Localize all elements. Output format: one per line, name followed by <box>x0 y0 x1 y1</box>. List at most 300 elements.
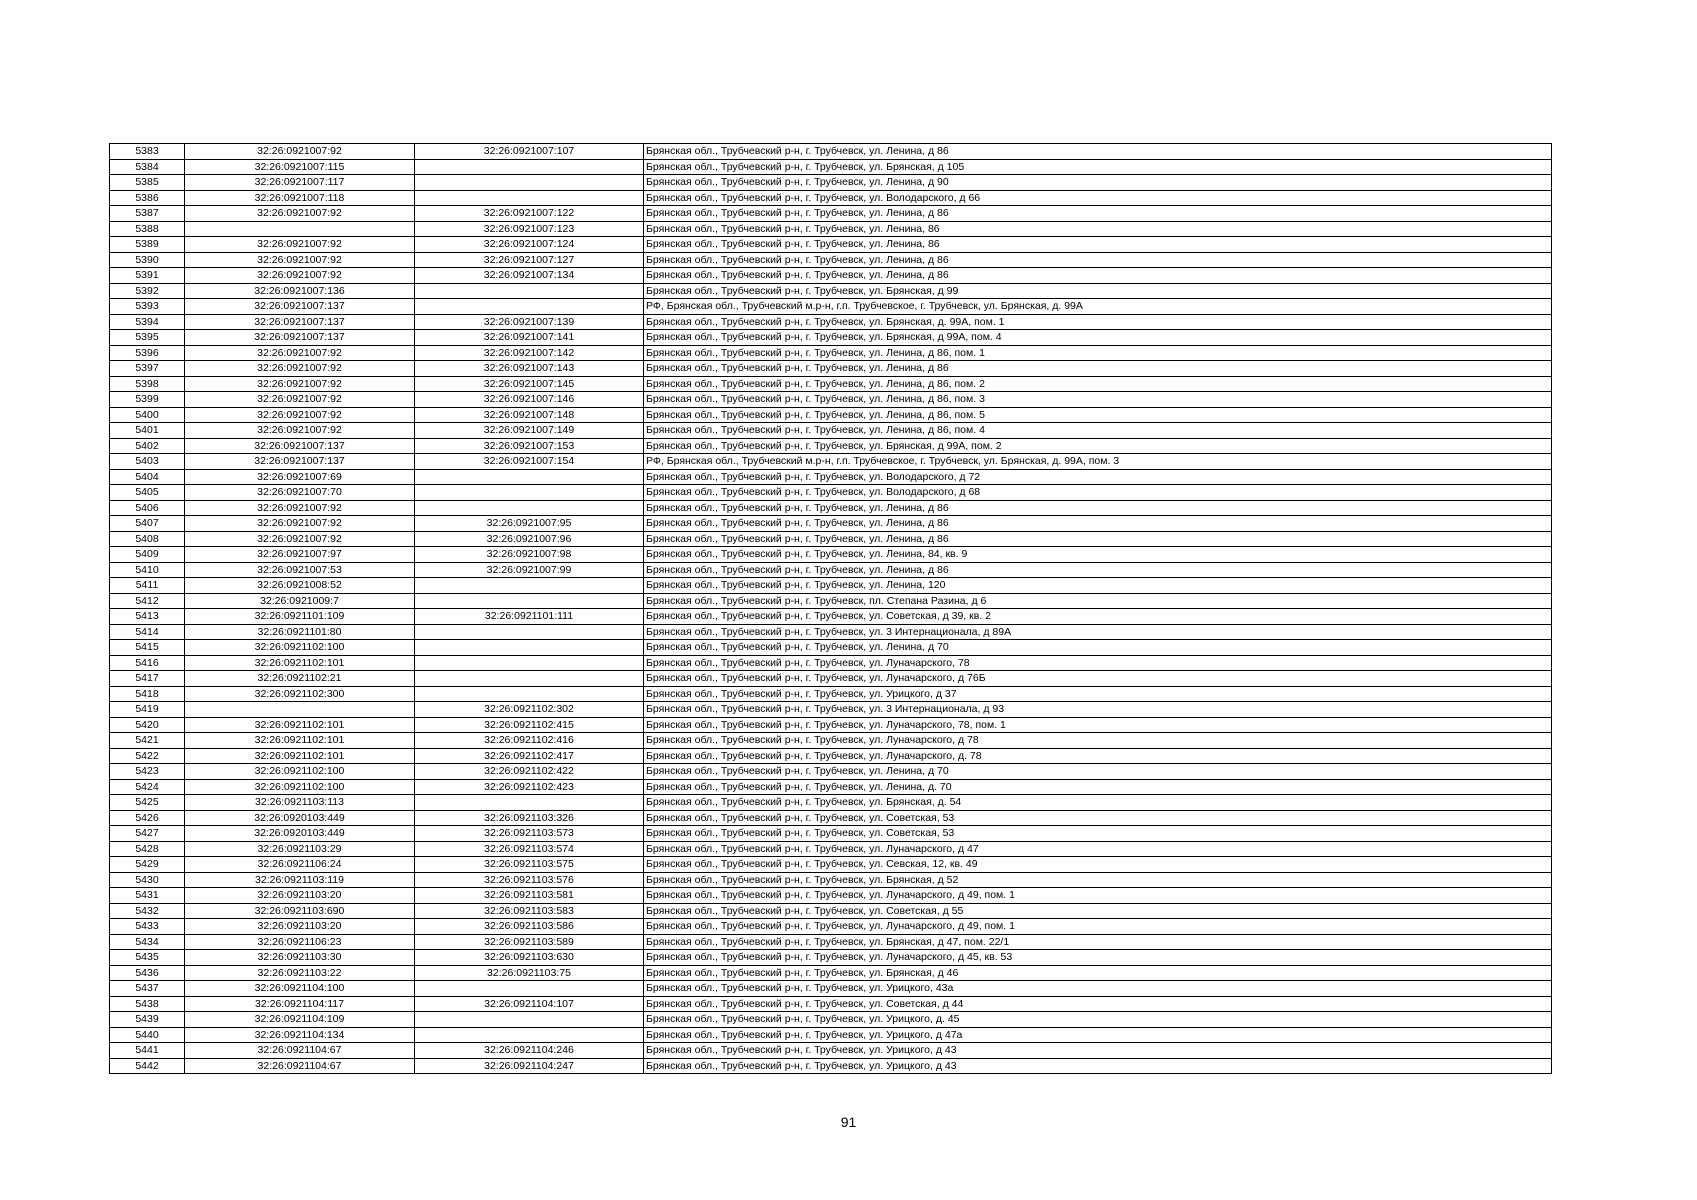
object-number-cell: 32:26:0921007:127 <box>415 252 644 268</box>
address-cell: Брянская обл., Трубчевский р-н, г. Трубчевск, ул. Ленина, д 86 <box>644 268 1552 284</box>
address-cell: Брянская обл., Трубчевский р-н, г. Трубчевск, ул. Советская, д 44 <box>644 996 1552 1012</box>
object-number-cell: 32:26:0921103:583 <box>415 903 644 919</box>
parcel-number-cell: 32:26:0921007:92 <box>185 361 415 377</box>
row-number-cell: 5396 <box>110 345 185 361</box>
address-cell: Брянская обл., Трубчевский р-н, г. Трубчевск, ул. Урицкого, 43а <box>644 981 1552 997</box>
address-cell: Брянская обл., Трубчевский р-н, г. Трубчевск, ул. 3 Интернационала, д 89А <box>644 624 1552 640</box>
table-row <box>110 950 1552 966</box>
parcel-number-cell: 32:26:0921007:92 <box>185 516 415 532</box>
parcel-number-cell <box>185 221 415 237</box>
row-number-cell: 5437 <box>110 981 185 997</box>
table-row <box>110 686 1552 702</box>
table-row <box>110 283 1552 299</box>
parcel-number-cell: 32:26:0921101:109 <box>185 609 415 625</box>
row-number-cell: 5419 <box>110 702 185 718</box>
parcel-number-cell: 32:26:0921103:113 <box>185 795 415 811</box>
object-number-cell: 32:26:0921007:107 <box>415 144 644 160</box>
parcel-number-cell: 32:26:0921007:69 <box>185 469 415 485</box>
parcel-number-cell: 32:26:0921104:109 <box>185 1012 415 1028</box>
address-cell: Брянская обл., Трубчевский р-н, г. Трубчевск, пл. Степана Разина, д 6 <box>644 593 1552 609</box>
object-number-cell <box>415 299 644 315</box>
table-row <box>110 423 1552 439</box>
table-row <box>110 469 1552 485</box>
parcel-number-cell: 32:26:0921009:7 <box>185 593 415 609</box>
parcel-number-cell: 32:26:0921102:101 <box>185 717 415 733</box>
row-number-cell: 5407 <box>110 516 185 532</box>
table-row <box>110 903 1552 919</box>
object-number-cell: 32:26:0921103:574 <box>415 841 644 857</box>
address-cell: Брянская обл., Трубчевский р-н, г. Трубчевск, ул. Брянская, д 52 <box>644 872 1552 888</box>
object-number-cell: 32:26:0921007:153 <box>415 438 644 454</box>
address-cell: Брянская обл., Трубчевский р-н, г. Трубчевск, ул. Луначарского, 78, пом. 1 <box>644 717 1552 733</box>
object-number-cell: 32:26:0921007:123 <box>415 221 644 237</box>
table-row <box>110 516 1552 532</box>
table-row <box>110 206 1552 222</box>
object-number-cell: 32:26:0921007:95 <box>415 516 644 532</box>
parcel-number-cell: 32:26:0921007:137 <box>185 454 415 470</box>
row-number-cell: 5426 <box>110 810 185 826</box>
parcel-number-cell: 32:26:0921007:137 <box>185 438 415 454</box>
table-row <box>110 593 1552 609</box>
address-cell: Брянская обл., Трубчевский р-н, г. Трубчевск, ул. Советская, д 39, кв. 2 <box>644 609 1552 625</box>
parcel-number-cell: 32:26:0921106:23 <box>185 934 415 950</box>
object-number-cell <box>415 175 644 191</box>
address-cell: Брянская обл., Трубчевский р-н, г. Трубчевск, ул. Брянская, д 46 <box>644 965 1552 981</box>
parcel-number-cell: 32:26:0921102:101 <box>185 655 415 671</box>
row-number-cell: 5420 <box>110 717 185 733</box>
table-row <box>110 407 1552 423</box>
address-cell: Брянская обл., Трубчевский р-н, г. Трубчевск, ул. Володарского, д 72 <box>644 469 1552 485</box>
address-cell: Брянская обл., Трубчевский р-н, г. Трубчевск, ул. Ленина, д 86, пом. 2 <box>644 376 1552 392</box>
table-row <box>110 1043 1552 1059</box>
address-cell: Брянская обл., Трубчевский р-н, г. Трубчевск, ул. Луначарского, д 76Б <box>644 671 1552 687</box>
object-number-cell <box>415 159 644 175</box>
parcel-number-cell: 32:26:0921103:30 <box>185 950 415 966</box>
parcel-number-cell: 32:26:0921103:20 <box>185 888 415 904</box>
table-row <box>110 454 1552 470</box>
address-cell: Брянская обл., Трубчевский р-н, г. Трубчевск, ул. Ленина, д 90 <box>644 175 1552 191</box>
object-number-cell: 32:26:0921104:247 <box>415 1058 644 1074</box>
row-number-cell: 5430 <box>110 872 185 888</box>
row-number-cell: 5408 <box>110 531 185 547</box>
parcel-number-cell: 32:26:0921007:118 <box>185 190 415 206</box>
object-number-cell: 32:26:0921104:246 <box>415 1043 644 1059</box>
object-number-cell <box>415 469 644 485</box>
row-number-cell: 5428 <box>110 841 185 857</box>
row-number-cell: 5391 <box>110 268 185 284</box>
row-number-cell: 5398 <box>110 376 185 392</box>
cadastral-table <box>109 143 1552 1074</box>
object-number-cell: 32:26:0921007:142 <box>415 345 644 361</box>
object-number-cell: 32:26:0921103:326 <box>415 810 644 826</box>
row-number-cell: 5387 <box>110 206 185 222</box>
table-row <box>110 810 1552 826</box>
table-row <box>110 547 1552 563</box>
row-number-cell: 5414 <box>110 624 185 640</box>
row-number-cell: 5421 <box>110 733 185 749</box>
address-cell: РФ, Брянская обл., Трубчевский м.р-н, г.п. Трубчевское, г. Трубчевск, ул. Брянская, д. 99А, пом. 3 <box>644 454 1552 470</box>
row-number-cell: 5401 <box>110 423 185 439</box>
address-cell: Брянская обл., Трубчевский р-н, г. Трубчевск, ул. Луначарского, д. 78 <box>644 748 1552 764</box>
object-number-cell: 32:26:0921007:99 <box>415 562 644 578</box>
row-number-cell: 5397 <box>110 361 185 377</box>
table-row <box>110 655 1552 671</box>
table-row <box>110 919 1552 935</box>
row-number-cell: 5410 <box>110 562 185 578</box>
table-row <box>110 996 1552 1012</box>
parcel-number-cell: 32:26:0921007:92 <box>185 237 415 253</box>
object-number-cell: 32:26:0921104:107 <box>415 996 644 1012</box>
object-number-cell <box>415 655 644 671</box>
address-cell: Брянская обл., Трубчевский р-н, г. Трубчевск, ул. Брянская, д 99А, пом. 4 <box>644 330 1552 346</box>
table-row <box>110 1012 1552 1028</box>
table-row <box>110 392 1552 408</box>
object-number-cell <box>415 795 644 811</box>
row-number-cell: 5438 <box>110 996 185 1012</box>
address-cell: Брянская обл., Трубчевский р-н, г. Трубчевск, ул. Луначарского, д 49, пом. 1 <box>644 888 1552 904</box>
parcel-number-cell: 32:26:0921102:100 <box>185 640 415 656</box>
row-number-cell: 5399 <box>110 392 185 408</box>
parcel-number-cell: 32:26:0921104:67 <box>185 1043 415 1059</box>
address-cell: Брянская обл., Трубчевский р-н, г. Трубчевск, ул. Брянская, д. 54 <box>644 795 1552 811</box>
row-number-cell: 5384 <box>110 159 185 175</box>
address-cell: Брянская обл., Трубчевский р-н, г. Трубчевск, ул. Урицкого, д 47а <box>644 1027 1552 1043</box>
address-cell: Брянская обл., Трубчевский р-н, г. Трубчевск, ул. 3 Интернационала, д 93 <box>644 702 1552 718</box>
object-number-cell: 32:26:0921102:422 <box>415 764 644 780</box>
parcel-number-cell: 32:26:0921104:134 <box>185 1027 415 1043</box>
address-cell: Брянская обл., Трубчевский р-н, г. Трубчевск, ул. Луначарского, д 78 <box>644 733 1552 749</box>
object-number-cell: 32:26:0921007:124 <box>415 237 644 253</box>
parcel-number-cell: 32:26:0921104:100 <box>185 981 415 997</box>
row-number-cell: 5436 <box>110 965 185 981</box>
table-row <box>110 795 1552 811</box>
row-number-cell: 5416 <box>110 655 185 671</box>
table-row <box>110 981 1552 997</box>
row-number-cell: 5406 <box>110 500 185 516</box>
parcel-number-cell: 32:26:0921101:80 <box>185 624 415 640</box>
address-cell: Брянская обл., Трубчевский р-н, г. Трубчевск, ул. Ленина, д 86, пом. 4 <box>644 423 1552 439</box>
row-number-cell: 5413 <box>110 609 185 625</box>
table-row <box>110 779 1552 795</box>
table-row <box>110 872 1552 888</box>
object-number-cell <box>415 190 644 206</box>
parcel-number-cell: 32:26:0921102:21 <box>185 671 415 687</box>
object-number-cell <box>415 624 644 640</box>
row-number-cell: 5432 <box>110 903 185 919</box>
row-number-cell: 5412 <box>110 593 185 609</box>
object-number-cell: 32:26:0921007:134 <box>415 268 644 284</box>
address-cell: Брянская обл., Трубчевский р-н, г. Трубчевск, ул. Ленина, д 86 <box>644 144 1552 160</box>
table-row <box>110 888 1552 904</box>
object-number-cell: 32:26:0921007:149 <box>415 423 644 439</box>
object-number-cell: 32:26:0921103:586 <box>415 919 644 935</box>
parcel-number-cell: 32:26:0921007:117 <box>185 175 415 191</box>
parcel-number-cell: 32:26:0921008:52 <box>185 578 415 594</box>
address-cell: Брянская обл., Трубчевский р-н, г. Трубчевск, ул. Ленина, д 70 <box>644 764 1552 780</box>
object-number-cell: 32:26:0921007:139 <box>415 314 644 330</box>
object-number-cell: 32:26:0921102:417 <box>415 748 644 764</box>
row-number-cell: 5405 <box>110 485 185 501</box>
parcel-number-cell: 32:26:0921007:92 <box>185 252 415 268</box>
row-number-cell: 5440 <box>110 1027 185 1043</box>
row-number-cell: 5427 <box>110 826 185 842</box>
parcel-number-cell: 32:26:0921007:97 <box>185 547 415 563</box>
table-row <box>110 702 1552 718</box>
parcel-number-cell: 32:26:0921007:137 <box>185 330 415 346</box>
object-number-cell: 32:26:0921007:154 <box>415 454 644 470</box>
address-cell: Брянская обл., Трубчевский р-н, г. Трубчевск, ул. Ленина, д 86, пом. 3 <box>644 392 1552 408</box>
object-number-cell: 32:26:0921103:589 <box>415 934 644 950</box>
address-cell: Брянская обл., Трубчевский р-н, г. Трубчевск, ул. Луначарского, д 47 <box>644 841 1552 857</box>
table-row <box>110 314 1552 330</box>
object-number-cell: 32:26:0921007:122 <box>415 206 644 222</box>
object-number-cell: 32:26:0921103:581 <box>415 888 644 904</box>
row-number-cell: 5388 <box>110 221 185 237</box>
row-number-cell: 5441 <box>110 1043 185 1059</box>
object-number-cell: 32:26:0921007:98 <box>415 547 644 563</box>
parcel-number-cell: 32:26:0921007:92 <box>185 500 415 516</box>
address-cell: Брянская обл., Трубчевский р-н, г. Трубчевск, ул. Луначарского, 78 <box>644 655 1552 671</box>
address-cell: Брянская обл., Трубчевский р-н, г. Трубчевск, ул. Ленина, д 86 <box>644 206 1552 222</box>
address-cell: Брянская обл., Трубчевский р-н, г. Трубчевск, ул. Брянская, д 47, пом. 22/1 <box>644 934 1552 950</box>
object-number-cell: 32:26:0921007:145 <box>415 376 644 392</box>
table-row <box>110 1058 1552 1074</box>
table-row <box>110 330 1552 346</box>
address-cell: Брянская обл., Трубчевский р-н, г. Трубчевск, ул. Луначарского, д 49, пом. 1 <box>644 919 1552 935</box>
table-row <box>110 175 1552 191</box>
row-number-cell: 5383 <box>110 144 185 160</box>
row-number-cell: 5385 <box>110 175 185 191</box>
row-number-cell: 5423 <box>110 764 185 780</box>
address-cell: Брянская обл., Трубчевский р-н, г. Трубчевск, ул. Брянская, д 99А, пом. 2 <box>644 438 1552 454</box>
address-cell: Брянская обл., Трубчевский р-н, г. Трубчевск, ул. Урицкого, д 43 <box>644 1043 1552 1059</box>
object-number-cell: 32:26:0921103:576 <box>415 872 644 888</box>
row-number-cell: 5425 <box>110 795 185 811</box>
table-row <box>110 578 1552 594</box>
table-row <box>110 857 1552 873</box>
address-cell: Брянская обл., Трубчевский р-н, г. Трубчевск, ул. Ленина, 120 <box>644 578 1552 594</box>
row-number-cell: 5442 <box>110 1058 185 1074</box>
table-row <box>110 934 1552 950</box>
object-number-cell <box>415 578 644 594</box>
row-number-cell: 5417 <box>110 671 185 687</box>
address-cell: Брянская обл., Трубчевский р-н, г. Трубчевск, ул. Брянская, д 105 <box>644 159 1552 175</box>
table-row <box>110 221 1552 237</box>
table-row <box>110 438 1552 454</box>
object-number-cell <box>415 640 644 656</box>
object-number-cell <box>415 686 644 702</box>
row-number-cell: 5403 <box>110 454 185 470</box>
row-number-cell: 5422 <box>110 748 185 764</box>
object-number-cell <box>415 593 644 609</box>
table-row <box>110 826 1552 842</box>
parcel-number-cell: 32:26:0921007:92 <box>185 376 415 392</box>
row-number-cell: 5439 <box>110 1012 185 1028</box>
parcel-number-cell: 32:26:0921007:136 <box>185 283 415 299</box>
object-number-cell: 32:26:0921007:96 <box>415 531 644 547</box>
parcel-number-cell: 32:26:0920103:449 <box>185 826 415 842</box>
row-number-cell: 5386 <box>110 190 185 206</box>
address-cell: Брянская обл., Трубчевский р-н, г. Трубчевск, ул. Урицкого, д 37 <box>644 686 1552 702</box>
parcel-number-cell: 32:26:0921007:137 <box>185 314 415 330</box>
parcel-number-cell: 32:26:0921102:100 <box>185 779 415 795</box>
table-row <box>110 609 1552 625</box>
parcel-number-cell <box>185 702 415 718</box>
object-number-cell: 32:26:0921101:111 <box>415 609 644 625</box>
parcel-number-cell: 32:26:0921007:53 <box>185 562 415 578</box>
row-number-cell: 5415 <box>110 640 185 656</box>
table-row <box>110 144 1552 160</box>
address-cell: Брянская обл., Трубчевский р-н, г. Трубчевск, ул. Ленина, д 86, пом. 5 <box>644 407 1552 423</box>
address-cell: Брянская обл., Трубчевский р-н, г. Трубчевск, ул. Ленина, д 86 <box>644 531 1552 547</box>
table-row <box>110 500 1552 516</box>
object-number-cell <box>415 485 644 501</box>
address-cell: Брянская обл., Трубчевский р-н, г. Трубчевск, ул. Урицкого, д. 45 <box>644 1012 1552 1028</box>
row-number-cell: 5389 <box>110 237 185 253</box>
parcel-number-cell: 32:26:0921007:92 <box>185 423 415 439</box>
object-number-cell: 32:26:0921102:423 <box>415 779 644 795</box>
address-cell: Брянская обл., Трубчевский р-н, г. Трубчевск, ул. Советская, 53 <box>644 810 1552 826</box>
parcel-number-cell: 32:26:0921104:67 <box>185 1058 415 1074</box>
row-number-cell: 5393 <box>110 299 185 315</box>
row-number-cell: 5400 <box>110 407 185 423</box>
address-cell: Брянская обл., Трубчевский р-н, г. Трубчевск, ул. Ленина, д 86 <box>644 361 1552 377</box>
parcel-number-cell: 32:26:0920103:449 <box>185 810 415 826</box>
parcel-number-cell: 32:26:0921007:70 <box>185 485 415 501</box>
table-row <box>110 361 1552 377</box>
row-number-cell: 5404 <box>110 469 185 485</box>
address-cell: Брянская обл., Трубчевский р-н, г. Трубчевск, ул. Севская, 12, кв. 49 <box>644 857 1552 873</box>
row-number-cell: 5431 <box>110 888 185 904</box>
table-row <box>110 345 1552 361</box>
page-number: 91 <box>840 1114 857 1130</box>
address-cell: Брянская обл., Трубчевский р-н, г. Трубчевск, ул. Володарского, д 66 <box>644 190 1552 206</box>
address-cell: Брянская обл., Трубчевский р-н, г. Трубчевск, ул. Ленина, д 86 <box>644 516 1552 532</box>
row-number-cell: 5390 <box>110 252 185 268</box>
parcel-number-cell: 32:26:0921103:119 <box>185 872 415 888</box>
object-number-cell <box>415 1027 644 1043</box>
table-row <box>110 640 1552 656</box>
parcel-number-cell: 32:26:0921103:690 <box>185 903 415 919</box>
table-row <box>110 299 1552 315</box>
address-cell: Брянская обл., Трубчевский р-н, г. Трубчевск, ул. Ленина, 86 <box>644 237 1552 253</box>
object-number-cell <box>415 981 644 997</box>
parcel-number-cell: 32:26:0921007:92 <box>185 268 415 284</box>
address-cell: Брянская обл., Трубчевский р-н, г. Трубчевск, ул. Советская, 53 <box>644 826 1552 842</box>
object-number-cell: 32:26:0921103:75 <box>415 965 644 981</box>
row-number-cell: 5411 <box>110 578 185 594</box>
table-row <box>110 764 1552 780</box>
object-number-cell: 32:26:0921007:148 <box>415 407 644 423</box>
table-row <box>110 159 1552 175</box>
parcel-number-cell: 32:26:0921007:137 <box>185 299 415 315</box>
address-cell: РФ, Брянская обл., Трубчевский м.р-н, г.п. Трубчевское, г. Трубчевск, ул. Брянская, д. 99А <box>644 299 1552 315</box>
parcel-number-cell: 32:26:0921007:92 <box>185 392 415 408</box>
table-row <box>110 252 1552 268</box>
address-cell: Брянская обл., Трубчевский р-н, г. Трубчевск, ул. Брянская, д. 99А, пом. 1 <box>644 314 1552 330</box>
address-cell: Брянская обл., Трубчевский р-н, г. Трубчевск, ул. Советская, д 55 <box>644 903 1552 919</box>
object-number-cell: 32:26:0921103:630 <box>415 950 644 966</box>
row-number-cell: 5429 <box>110 857 185 873</box>
address-cell: Брянская обл., Трубчевский р-н, г. Трубчевск, ул. Ленина, д 86, пом. 1 <box>644 345 1552 361</box>
row-number-cell: 5392 <box>110 283 185 299</box>
table-row <box>110 268 1552 284</box>
address-cell: Брянская обл., Трубчевский р-н, г. Трубчевск, ул. Ленина, д 86 <box>644 252 1552 268</box>
row-number-cell: 5433 <box>110 919 185 935</box>
table-body <box>110 144 1552 1074</box>
parcel-number-cell: 32:26:0921007:92 <box>185 206 415 222</box>
table-row <box>110 717 1552 733</box>
parcel-number-cell: 32:26:0921106:24 <box>185 857 415 873</box>
parcel-number-cell: 32:26:0921007:92 <box>185 407 415 423</box>
row-number-cell: 5424 <box>110 779 185 795</box>
parcel-number-cell: 32:26:0921102:101 <box>185 748 415 764</box>
object-number-cell <box>415 283 644 299</box>
table-row <box>110 237 1552 253</box>
table-row <box>110 733 1552 749</box>
table-row <box>110 562 1552 578</box>
row-number-cell: 5435 <box>110 950 185 966</box>
object-number-cell: 32:26:0921102:302 <box>415 702 644 718</box>
parcel-number-cell: 32:26:0921007:92 <box>185 345 415 361</box>
address-cell: Брянская обл., Трубчевский р-н, г. Трубчевск, ул. Ленина, д. 70 <box>644 779 1552 795</box>
object-number-cell: 32:26:0921007:143 <box>415 361 644 377</box>
table-row <box>110 485 1552 501</box>
row-number-cell: 5395 <box>110 330 185 346</box>
address-cell: Брянская обл., Трубчевский р-н, г. Трубчевск, ул. Луначарского, д 45, кв. 53 <box>644 950 1552 966</box>
table-row <box>110 624 1552 640</box>
parcel-number-cell: 32:26:0921103:20 <box>185 919 415 935</box>
object-number-cell <box>415 1012 644 1028</box>
object-number-cell: 32:26:0921007:146 <box>415 392 644 408</box>
table-row <box>110 531 1552 547</box>
parcel-number-cell: 32:26:0921102:101 <box>185 733 415 749</box>
parcel-number-cell: 32:26:0921103:29 <box>185 841 415 857</box>
object-number-cell: 32:26:0921102:415 <box>415 717 644 733</box>
address-cell: Брянская обл., Трубчевский р-н, г. Трубчевск, ул. Ленина, д 70 <box>644 640 1552 656</box>
table-row <box>110 190 1552 206</box>
table-row <box>110 841 1552 857</box>
address-cell: Брянская обл., Трубчевский р-н, г. Трубчевск, ул. Ленина, д 86 <box>644 500 1552 516</box>
address-cell: Брянская обл., Трубчевский р-н, г. Трубчевск, ул. Урицкого, д 43 <box>644 1058 1552 1074</box>
address-cell: Брянская обл., Трубчевский р-н, г. Трубчевск, ул. Володарского, д 68 <box>644 485 1552 501</box>
row-number-cell: 5409 <box>110 547 185 563</box>
object-number-cell: 32:26:0921103:575 <box>415 857 644 873</box>
row-number-cell: 5418 <box>110 686 185 702</box>
parcel-number-cell: 32:26:0921103:22 <box>185 965 415 981</box>
address-cell: Брянская обл., Трубчевский р-н, г. Трубчевск, ул. Ленина, д 86 <box>644 562 1552 578</box>
row-number-cell: 5434 <box>110 934 185 950</box>
parcel-number-cell: 32:26:0921007:92 <box>185 144 415 160</box>
parcel-number-cell: 32:26:0921104:117 <box>185 996 415 1012</box>
address-cell: Брянская обл., Трубчевский р-н, г. Трубчевск, ул. Брянская, д 99 <box>644 283 1552 299</box>
table-row <box>110 965 1552 981</box>
table-row <box>110 376 1552 392</box>
row-number-cell: 5394 <box>110 314 185 330</box>
address-cell: Брянская обл., Трубчевский р-н, г. Трубчевск, ул. Ленина, 84, кв. 9 <box>644 547 1552 563</box>
table-row <box>110 748 1552 764</box>
parcel-number-cell: 32:26:0921102:300 <box>185 686 415 702</box>
parcel-number-cell: 32:26:0921007:92 <box>185 531 415 547</box>
parcel-number-cell: 32:26:0921102:100 <box>185 764 415 780</box>
object-number-cell <box>415 671 644 687</box>
parcel-number-cell: 32:26:0921007:115 <box>185 159 415 175</box>
table-row <box>110 671 1552 687</box>
table-row <box>110 1027 1552 1043</box>
address-cell: Брянская обл., Трубчевский р-н, г. Трубчевск, ул. Ленина, 86 <box>644 221 1552 237</box>
object-number-cell: 32:26:0921103:573 <box>415 826 644 842</box>
row-number-cell: 5402 <box>110 438 185 454</box>
